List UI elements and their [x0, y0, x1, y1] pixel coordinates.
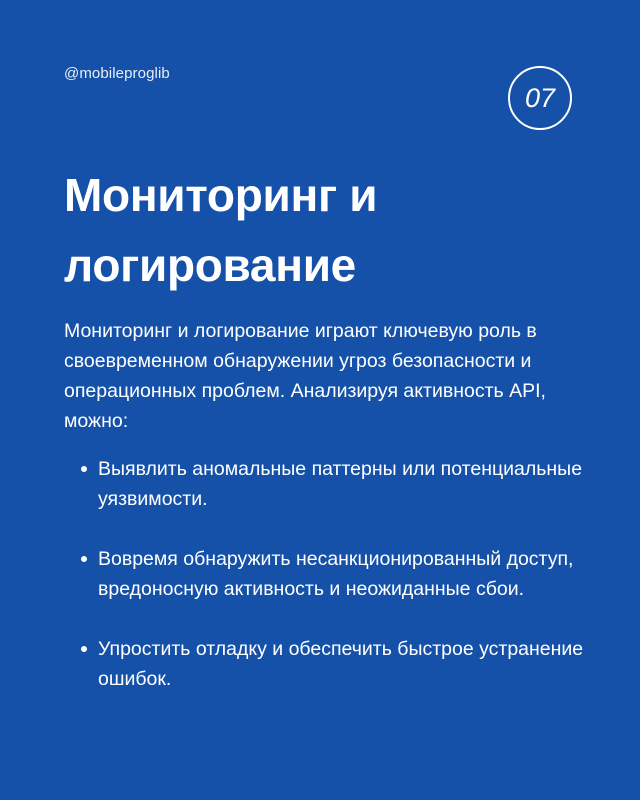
list-item: [64, 454, 584, 514]
list-item-text: Выявлить аномальные паттерны или потенциальные уязвимости.: [98, 458, 583, 510]
page-title: Мониторинг и логирование: [64, 169, 378, 291]
bullet-dot-icon: [81, 556, 87, 562]
page-number: 07: [524, 82, 556, 113]
page-number-badge: [508, 66, 572, 130]
bullet-dot-icon: [81, 466, 87, 472]
intro-paragraph: Мониторинг и логирование играют ключевую роль в своевременном обнаружении угроз безопасности и операционных проблем. Анализируя активность API, можно:: [64, 320, 546, 432]
account-handle: @mobileproglib: [64, 65, 170, 82]
list-item-text: Упростить отладку и обеспечить быстрое устранение ошибок.: [98, 638, 584, 690]
list-item: [64, 544, 584, 604]
list-item: [64, 634, 584, 694]
bullet-list: [64, 454, 584, 724]
bullet-dot-icon: [81, 646, 87, 652]
list-item-text: Вовремя обнаружить несанкционированный доступ, вредоносную активность и неожиданные сбои.: [98, 548, 574, 600]
